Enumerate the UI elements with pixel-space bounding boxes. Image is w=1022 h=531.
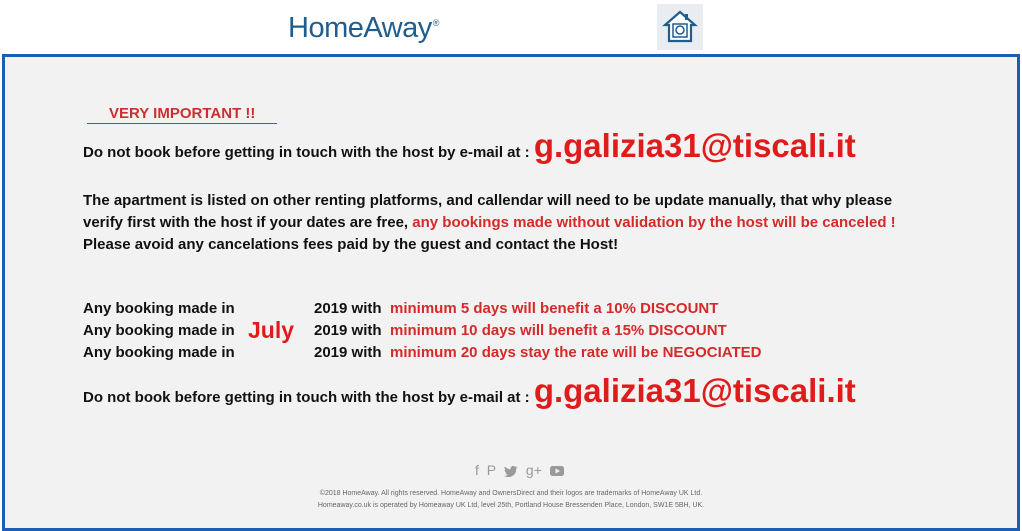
offer-year: 2019 with (314, 344, 382, 361)
house-logo-icon[interactable] (657, 4, 703, 50)
offer-prefix: Any booking made in (83, 344, 235, 361)
googleplus-icon[interactable]: g+ (525, 462, 542, 478)
platform-notice-text: The apartment is listed on other renting platforms, and callendar will need to be update manually, that why please verify first with the host if your dates are free, (83, 192, 893, 231)
offer-year: 2019 with (314, 322, 382, 339)
host-email-link[interactable]: g.galizia31@tiscali.it (533, 372, 856, 409)
footer-copyright: ©2018 HomeAway. All rights reserved. HomeAway and OwnersDirect and their logos are trademarks of HomeAway UK Ltd. (319, 490, 703, 497)
site-header (0, 0, 1022, 54)
offer-detail: minimum 20 days stay the rate will be NEGOCIATED (390, 344, 762, 361)
july-month-label: July (248, 317, 295, 343)
offer-prefix: Any booking made in (83, 300, 235, 317)
youtube-icon[interactable] (550, 462, 564, 478)
contact-prefix: Do not book before getting in touch with the host by e-mail at : (83, 389, 530, 406)
email-body-frame (2, 54, 1020, 531)
contact-prefix: Do not book before getting in touch with the host by e-mail at : (83, 144, 530, 161)
fees-notice-text: Please avoid any cancelations fees paid by the guest and contact the Host! (83, 236, 619, 253)
facebook-icon[interactable]: f (475, 462, 479, 478)
important-heading: VERY IMPORTANT !! (87, 104, 277, 124)
host-email-link[interactable]: g.galizia31@tiscali.it (533, 127, 856, 164)
contact-line-top (83, 127, 856, 164)
logo-registered-mark: ® (432, 18, 439, 28)
contact-line-bottom (83, 372, 856, 409)
offer-detail: minimum 5 days will benefit a 10% DISCOUNT (390, 300, 719, 317)
offer-row (83, 342, 762, 363)
logo-text: HomeAway (288, 12, 432, 44)
cancel-warning-text: any bookings made without validation by the host will be canceled ! (412, 214, 896, 231)
social-links (475, 462, 568, 478)
offer-row (83, 298, 719, 319)
offer-prefix: Any booking made in (83, 322, 235, 339)
offer-detail: minimum 10 days will benefit a 15% DISCOUNT (390, 322, 727, 339)
twitter-icon[interactable] (504, 462, 522, 478)
pinterest-icon[interactable]: P (486, 462, 497, 478)
offer-year: 2019 with (314, 300, 382, 317)
platform-notice-paragraph (83, 190, 903, 256)
footer-operator: Homeaway.co.uk is operated by Homeaway UK Ltd, level 25th, Portland House Bressenden Place, London, SW1E 5BH, UK. (317, 502, 705, 509)
homeaway-logo[interactable] (288, 12, 439, 45)
